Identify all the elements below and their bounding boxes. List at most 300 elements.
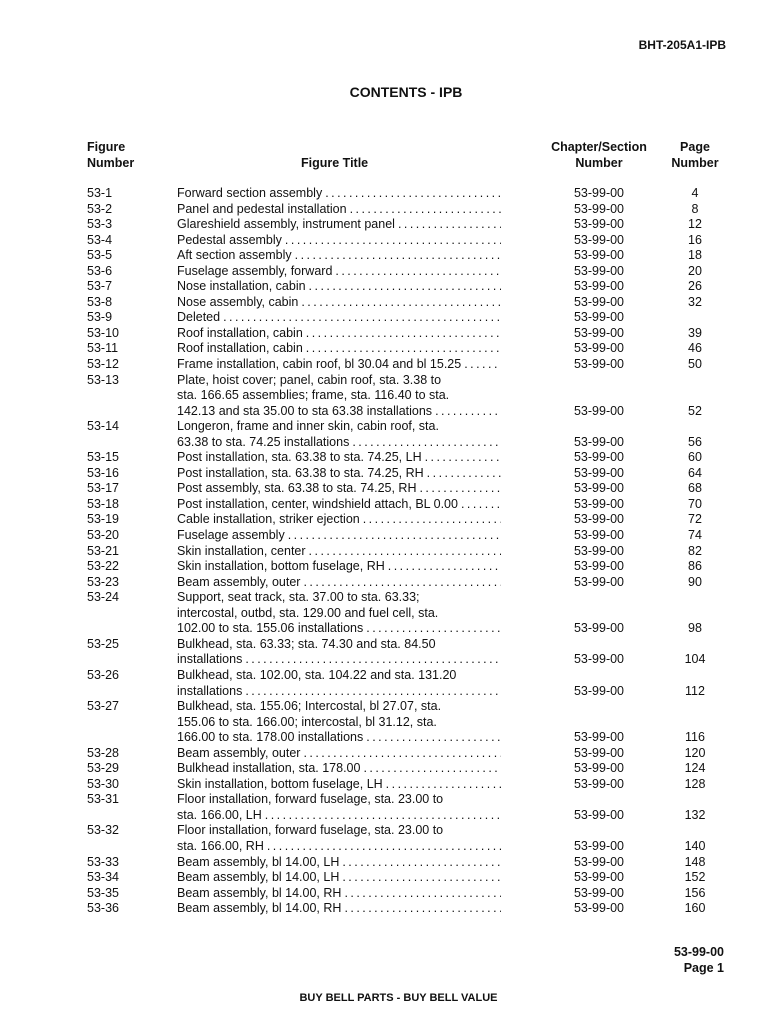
figure-number: 53-36 [87,901,119,916]
figure-title-text: Fuselage assembly, forward [177,263,333,278]
figure-title-line [177,264,501,280]
figure-title-text: sta. 166.00, LH [177,807,262,822]
figure-title [177,668,501,699]
dot-leader [306,544,501,560]
figure-title-line [177,435,501,451]
figure-title-text: 102.00 to sta. 155.06 installations [177,621,364,636]
chapter-section-number: 53-99-00 [573,450,625,465]
figure-title [177,870,501,886]
figure-title [177,341,501,357]
figure-title [177,699,501,746]
chapter-section-number: 53-99-00 [573,838,625,853]
dot-leader [461,357,501,373]
table-row [0,466,768,482]
chapter-section-number: 53-99-00 [573,465,625,480]
chapter-section-number: 53-99-00 [573,776,625,791]
figure-title [177,217,501,233]
table-row [0,637,768,668]
dot-leader [416,481,501,497]
figure-number: 53-11 [87,341,119,356]
table-row [0,855,768,871]
figure-title [177,559,501,575]
contents-table [0,186,768,917]
table-row [0,901,768,917]
figure-title-text: Nose assembly, cabin [177,294,299,309]
dot-leader [347,202,501,218]
figure-number: 53-17 [87,481,119,496]
figure-title-text: Nose installation, cabin [177,279,306,294]
figure-title [177,202,501,218]
page-number: 60 [688,450,702,465]
dot-leader [458,497,501,513]
column-header-line: Figure [87,140,126,154]
figure-title-line [177,808,501,824]
figure-number: 53-34 [87,870,119,885]
chapter-section-number: 53-99-00 [573,621,625,636]
chapter-section-number: 53-99-00 [573,434,625,449]
chapter-section-number: 53-99-00 [573,201,625,216]
page-number: 56 [688,434,702,449]
figure-number: 53-3 [87,217,113,232]
column-header-line: Number [671,156,719,170]
chapter-section-number: 53-99-00 [573,528,625,543]
figure-number: 53-31 [87,792,119,807]
dot-leader [385,559,501,575]
chapter-section-number: 53-99-00 [573,683,625,698]
page-number: 68 [688,481,702,496]
table-row [0,186,768,202]
figure-title-line [177,233,501,249]
dot-leader [303,326,501,342]
figure-title-line [177,279,501,295]
chapter-section-number: 53-99-00 [573,761,625,776]
figure-title-line: Plate, hoist cover; panel, cabin roof, sta. 3.38 to [177,372,442,387]
figure-title-text: Post installation, center, windshield attach, BL 0.00 [177,496,458,511]
column-header-line: Page [680,140,710,154]
figure-title-text: Fuselage assembly [177,528,285,543]
figure-title [177,901,501,917]
dot-leader [264,839,501,855]
figure-title-line: Bulkhead, sta. 102.00, sta. 104.22 and sta. 131.20 [177,667,457,682]
figure-title-text: Forward section assembly [177,186,323,200]
page-number: 12 [688,217,702,232]
table-row [0,575,768,591]
dot-leader [360,512,501,528]
figure-title-line [177,621,501,637]
dot-leader [298,295,501,311]
figure-title-text: Beam assembly, bl 14.00, RH [177,885,342,900]
page-number: 39 [688,325,702,340]
chapter-section-number: 53-99-00 [573,403,625,418]
figure-title-text: 63.38 to sta. 74.25 installations [177,434,350,449]
figure-title-line: 155.06 to sta. 166.00; intercostal, bl 31.12, sta. [177,714,437,729]
figure-title-text: Beam assembly, outer [177,574,301,589]
figure-title-line [177,761,501,777]
figure-title-line [177,217,501,233]
figure-number: 53-4 [87,232,113,247]
page-number: 120 [684,745,706,760]
page-number: 50 [688,357,702,372]
chapter-section-number: 53-99-00 [573,574,625,589]
figure-title [177,855,501,871]
dot-leader [322,186,501,202]
figure-number: 53-24 [87,590,119,605]
page-number: 156 [684,885,706,900]
figure-title-line [177,575,501,591]
figure-title-text: Cable installation, striker ejection [177,512,360,527]
column-header-line: Number [575,156,623,170]
table-row [0,886,768,902]
chapter-section-number: 53-99-00 [573,559,625,574]
dot-leader [432,404,501,420]
figure-number: 53-15 [87,450,119,465]
figure-title-line [177,326,501,342]
table-row [0,202,768,218]
figure-title-text: Frame installation, cabin roof, bl 30.04 and bl 15.25 [177,357,462,372]
dot-leader [220,310,501,326]
page-number: 20 [688,263,702,278]
figure-title [177,777,501,793]
figure-title-line [177,404,501,420]
figure-title [177,886,501,902]
figure-title [177,295,501,311]
figure-title-text: Pedestal assembly [177,232,282,247]
chapter-section-number: 53-99-00 [573,901,625,916]
figure-title-line: Floor installation, forward fuselage, sta. 23.00 to [177,792,444,807]
column-header-chapter-section [540,139,658,171]
figure-number: 53-26 [87,667,119,682]
figure-title-text: 166.00 to sta. 178.00 installations [177,730,364,745]
figure-title-line [177,870,501,886]
table-row [0,870,768,886]
table-row [0,326,768,342]
figure-title-text: Post assembly, sta. 63.38 to sta. 74.25, RH [177,481,417,496]
footer-page-label: Page 1 [683,961,724,975]
column-header-figure-title: Figure Title [301,156,369,170]
figure-title-line [177,777,501,793]
table-row [0,450,768,466]
table-row [0,217,768,233]
figure-title-line: Support, seat track, sta. 37.00 to sta. 63.33; [177,590,420,605]
figure-title-line [177,684,501,700]
page-number: 16 [688,232,702,247]
table-row [0,357,768,373]
table-row [0,481,768,497]
page-title: CONTENTS - IPB [349,84,463,100]
chapter-section-number: 53-99-00 [573,248,625,263]
figure-title-line [177,202,501,218]
figure-title [177,590,501,637]
figure-title-line [177,466,501,482]
page-number: 18 [688,248,702,263]
figure-title [177,637,501,668]
figure-title [177,823,501,854]
figure-number: 53-28 [87,745,119,760]
figure-number: 53-21 [87,543,119,558]
figure-title [177,248,501,264]
figure-number: 53-6 [87,263,113,278]
figure-title [177,279,501,295]
figure-number: 53-2 [87,201,113,216]
figure-number: 53-16 [87,465,119,480]
figure-title-text: Deleted [177,310,221,325]
figure-number: 53-8 [87,294,113,309]
dot-leader [383,777,501,793]
chapter-section-number: 53-99-00 [573,294,625,309]
figure-number: 53-14 [87,419,119,434]
table-row [0,373,768,420]
figure-title-line [177,559,501,575]
chapter-section-number: 53-99-00 [573,807,625,822]
table-row [0,746,768,762]
chapter-section-number: 53-99-00 [573,543,625,558]
chapter-section-number: 53-99-00 [573,652,625,667]
figure-title-text: Skin installation, bottom fuselage, RH [177,559,385,574]
figure-title [177,481,501,497]
figure-title-line: Bulkhead, sta. 155.06; Intercostal, bl 27.07, sta. [177,699,442,714]
page-number: 52 [688,403,702,418]
table-row [0,699,768,746]
figure-title-text: Glareshield assembly, instrument panel [177,217,395,232]
dot-leader [285,528,501,544]
table-row [0,559,768,575]
figure-title [177,575,501,591]
table-row [0,497,768,513]
figure-number: 53-18 [87,496,119,511]
figure-title-text: installations [177,652,243,667]
figure-title-line [177,730,501,746]
page-number: 4 [691,186,699,200]
table-row [0,233,768,249]
figure-title [177,466,501,482]
page-number: 70 [688,496,702,511]
chapter-section-number: 53-99-00 [573,232,625,247]
figure-title-text: Beam assembly, bl 14.00, LH [177,870,340,885]
table-row [0,419,768,450]
dot-leader [341,886,501,902]
page-number: 82 [688,543,702,558]
chapter-section-number: 53-99-00 [573,745,625,760]
chapter-section-number: 53-99-00 [573,854,625,869]
chapter-section-number: 53-99-00 [573,496,625,511]
figure-title [177,373,501,420]
figure-title-text: Skin installation, center [177,543,306,558]
table-row [0,264,768,280]
chapter-section-number: 53-99-00 [573,885,625,900]
table-row [0,668,768,699]
page-number: 8 [691,201,699,216]
table-row [0,512,768,528]
page-number: 90 [688,574,702,589]
figure-title-line [177,341,501,357]
page-number: 140 [684,838,706,853]
figure-title-line [177,357,501,373]
dot-leader [363,621,501,637]
dot-leader [300,746,501,762]
figure-title-line: Floor installation, forward fuselage, sta. 23.00 to [177,823,444,838]
figure-title-text: Skin installation, bottom fuselage, LH [177,776,383,791]
dot-leader [303,341,501,357]
figure-number: 53-25 [87,636,119,651]
column-header-page-number [666,139,724,171]
table-row [0,279,768,295]
dot-leader [332,264,501,280]
table-row [0,777,768,793]
dot-leader [306,279,501,295]
figure-title [177,746,501,762]
table-row [0,295,768,311]
dot-leader [363,730,501,746]
chapter-section-number: 53-99-00 [573,357,625,372]
page-number: 26 [688,279,702,294]
figure-title [177,792,501,823]
page-number: 72 [688,512,702,527]
figure-title [177,544,501,560]
page-number: 64 [688,465,702,480]
figure-title [177,528,501,544]
footer-section-block [674,944,724,976]
figure-title-text: Beam assembly, bl 14.00, RH [177,901,342,916]
page-number: 32 [688,294,702,309]
chapter-section-number: 53-99-00 [573,481,625,496]
dot-leader [282,233,501,249]
figure-title-text: Panel and pedestal installation [177,201,347,216]
figure-number: 53-20 [87,528,119,543]
figure-title-line [177,746,501,762]
figure-number: 53-12 [87,357,119,372]
dot-leader [242,684,501,700]
table-row [0,544,768,560]
figure-title-line: Longeron, frame and inner skin, cabin roof, sta. [177,419,439,434]
footer-slogan: BUY BELL PARTS - BUY BELL VALUE [299,992,498,1004]
chapter-section-number: 53-99-00 [573,310,625,325]
figure-title [177,357,501,373]
figure-number: 53-32 [87,823,119,838]
page-number: 160 [684,901,706,916]
figure-title-text: sta. 166.00, RH [177,838,264,853]
page-number: 98 [688,621,702,636]
figure-title [177,310,501,326]
figure-number: 53-1 [87,186,113,200]
figure-title-line [177,901,501,917]
page-number: 104 [684,652,706,667]
page-number: 128 [684,776,706,791]
chapter-section-number: 53-99-00 [573,186,625,200]
figure-title-text: Bulkhead installation, sta. 178.00 [177,761,361,776]
chapter-section-number: 53-99-00 [573,217,625,232]
dot-leader [424,466,501,482]
page-number: 46 [688,341,702,356]
column-header-figure-number [87,139,134,171]
figure-title-line [177,310,501,326]
figure-title-text: Roof installation, cabin [177,341,303,356]
chapter-section-number: 53-99-00 [573,263,625,278]
figure-title [177,450,501,466]
figure-number: 53-33 [87,854,119,869]
figure-title [177,512,501,528]
figure-title [177,326,501,342]
table-row [0,310,768,326]
table-row [0,823,768,854]
dot-leader [242,652,501,668]
figure-number: 53-22 [87,559,119,574]
page-number: 132 [684,807,706,822]
figure-number: 53-27 [87,699,119,714]
document-code: BHT-205A1-IPB [638,38,726,52]
figure-title [177,497,501,513]
dot-leader [292,248,501,264]
column-header-line: Number [87,156,135,170]
dot-leader [395,217,501,233]
dot-leader [262,808,501,824]
figure-title-line [177,528,501,544]
figure-title [177,186,501,202]
figure-number: 53-19 [87,512,119,527]
figure-title-line [177,186,501,202]
table-row [0,792,768,823]
figure-number: 53-10 [87,325,119,340]
figure-number: 53-23 [87,574,119,589]
figure-title-text: Roof installation, cabin [177,325,303,340]
chapter-section-number: 53-99-00 [573,325,625,340]
figure-title-line: sta. 166.65 assemblies; frame, sta. 116.40 to sta. [177,388,450,403]
figure-title-line [177,839,501,855]
figure-title-line: intercostal, outbd, sta. 129.00 and fuel cell, sta. [177,605,439,620]
figure-title [177,419,501,450]
figure-number: 53-7 [87,279,113,294]
chapter-section-number: 53-99-00 [573,279,625,294]
figure-title-line: Bulkhead, sta. 63.33; sta. 74.30 and sta. 84.50 [177,636,436,651]
table-row [0,341,768,357]
page-number: 152 [684,870,706,885]
figure-title-text: Post installation, sta. 63.38 to sta. 74.25, LH [177,450,422,465]
figure-title-text: Beam assembly, outer [177,745,301,760]
figure-number: 53-9 [87,310,113,325]
figure-title-line [177,450,501,466]
page-number: 148 [684,854,706,869]
table-row [0,590,768,637]
dot-leader [349,435,501,451]
figure-title-line [177,497,501,513]
dot-leader [360,761,501,777]
figure-title-text: Post installation, sta. 63.38 to sta. 74.25, RH [177,465,424,480]
dot-leader [339,855,501,871]
chapter-section-number: 53-99-00 [573,512,625,527]
figure-title-line [177,544,501,560]
figure-number: 53-29 [87,761,119,776]
page-number: 124 [684,761,706,776]
chapter-section-number: 53-99-00 [573,730,625,745]
figure-title-line [177,481,501,497]
figure-title-text: Aft section assembly [177,248,292,263]
figure-title-line [177,512,501,528]
figure-title [177,761,501,777]
figure-title-line [177,295,501,311]
page-number: 112 [685,683,705,698]
dot-leader [300,575,501,591]
page-number: 86 [688,559,702,574]
figure-title-line [177,886,501,902]
figure-number: 53-35 [87,885,119,900]
chapter-section-number: 53-99-00 [573,341,625,356]
figure-title-line [177,652,501,668]
page-number: 74 [688,528,702,543]
figure-title [177,233,501,249]
figure-number: 53-30 [87,776,119,791]
column-header-line: Chapter/Section [551,140,647,154]
dot-leader [339,870,501,886]
figure-number: 53-5 [87,248,113,263]
